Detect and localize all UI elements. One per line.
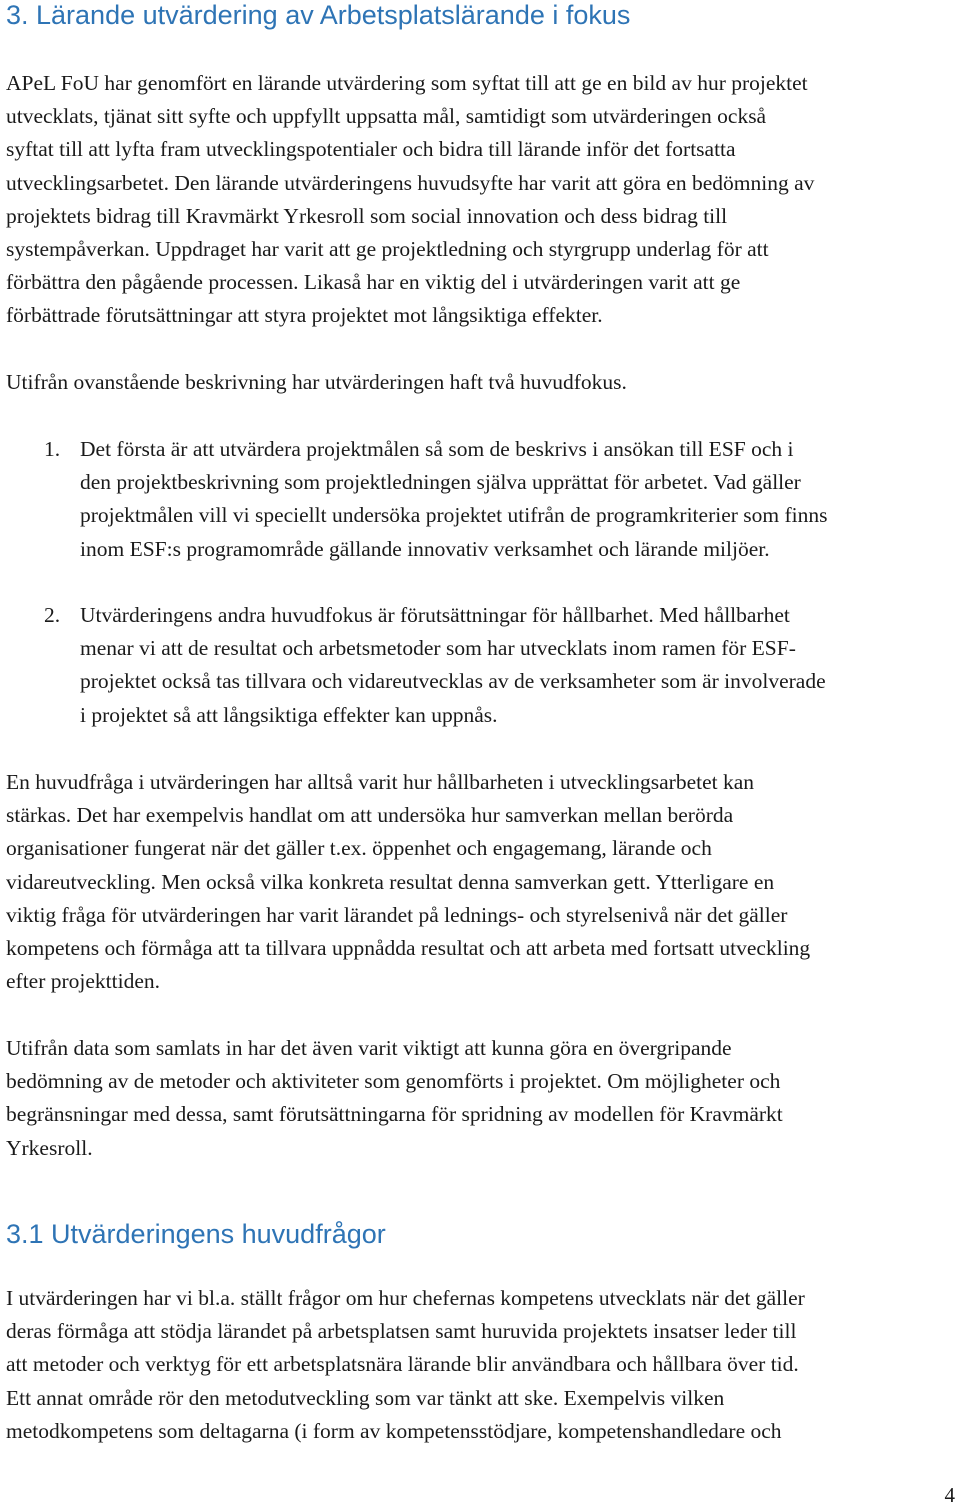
text-line: den projektbeskrivning som projektledningen själva upprättat för arbetet. Vad gäller <box>80 470 801 495</box>
text-line: Ett annat område rör den metodutveckling som var tänkt att ske. Exempelvis vilken <box>6 1385 725 1410</box>
text-line: syftat till att lyfta fram utvecklingspotentialer och bidra till lärande inför det fortsatta <box>6 137 736 162</box>
text-line: deras förmåga att stödja lärandet på arbetsplatsen samt huruvida projektets insatser leder till <box>6 1319 797 1344</box>
text-line: stärkas. Det har exempelvis handlat om att undersöka hur samverkan mellan berörda <box>6 803 734 828</box>
text-line: kompetens och förmåga att ta tillvara uppnådda resultat och att arbeta med fortsatt utveckling <box>6 936 811 961</box>
text-line: efter projekttiden. <box>6 969 161 994</box>
list-item-text <box>80 599 956 732</box>
text-line: Utvärderingens andra huvudfokus är förutsättningar för hållbarhet. Med hållbarhet <box>80 603 790 627</box>
text-line: förbättrade förutsättningar att styra projektet mot långsiktiga effekter. <box>6 303 603 328</box>
text-line: bedömning av de metoder och aktiviteter som genomförts i projektet. Om möjligheter och <box>6 1069 781 1094</box>
text-line: viktig fråga för utvärderingen har varit lärandet på lednings- och styrelsenivå när det gäller <box>6 902 788 927</box>
text-line: vidareutveckling. Men också vilka konkreta resultat denna samverkan gett. Ytterligare en <box>6 869 775 894</box>
text-line: menar vi att de resultat och arbetsmetoder som har utvecklats inom ramen för ESF- <box>80 636 796 661</box>
page-number: 4 <box>944 1483 955 1507</box>
text-line: att metoder och verktyg för ett arbetsplatsnära lärande blir användbara och hållbara över tid. <box>6 1352 799 1377</box>
text-line: En huvudfråga i utvärderingen har alltså varit hur hållbarheten i utvecklingsarbetet kan <box>6 770 755 794</box>
text-line: i projektet så att långsiktiga effekter kan uppnås. <box>80 702 498 727</box>
text-line: utvecklingsarbetet. Den lärande utvärderingens huvudsyfte har varit att göra en bedömning av <box>6 170 815 195</box>
questions-paragraph <box>6 1282 956 1448</box>
text-line: projektet också tas tillvara och vidareutvecklas av de verksamheter som är involverade <box>80 669 826 694</box>
text-line: inom ESF:s programområde gällande innovativ verksamhet och lärande miljöer. <box>80 536 770 561</box>
section-heading: 3. Lärande utvärdering av Arbetsplatslärande i fokus <box>6 0 631 30</box>
text-line: systempåverkan. Uppdraget har varit att ge projektledning och styrgrupp underlag för att <box>6 237 769 262</box>
text-line: projektmålen vill vi speciellt undersöka projektet utifrån de programkriterier som finns <box>80 503 828 528</box>
text-line: begränsningar med dessa, samt förutsättningarna för spridning av modellen för Kravmärkt <box>6 1102 783 1127</box>
focus-intro-paragraph <box>6 366 956 399</box>
text-line: Utifrån ovanstående beskrivning har utvärderingen haft två huvudfokus. <box>6 370 627 394</box>
text-line: projektets bidrag till Kravmärkt Yrkesroll som social innovation och dess bidrag till <box>6 203 728 228</box>
text-line: APeL FoU har genomfört en lärande utvärdering som syftat till att ge en bild av hur projektet <box>6 71 808 95</box>
text-line: Det första är att utvärdera projektmålen så som de beskrivs i ansökan till ESF och i <box>80 437 794 461</box>
text-line: I utvärderingen har vi bl.a. ställt frågor om hur chefernas kompetens utvecklats när det gäller <box>6 1286 805 1310</box>
text-line: organisationer fungerat när det gäller t.ex. öppenhet och engagemang, lärande och <box>6 836 712 861</box>
subsection-heading: 3.1 Utvärderingens huvudfrågor <box>6 1219 386 1249</box>
list-number: 1. <box>44 437 61 461</box>
list-number: 2. <box>44 603 61 627</box>
intro-paragraph <box>6 67 956 333</box>
text-line: utvecklats, tjänat sitt syfte och uppfyllt uppsatta mål, samtidigt som utvärderingen också <box>6 104 767 129</box>
text-line: förbättra den pågående processen. Likaså har en viktig del i utvärderingen varit att ge <box>6 270 741 295</box>
text-line: metodkompetens som deltagarna (i form av kompetensstödjare, kompetenshandledare och <box>6 1418 782 1443</box>
text-line: Utifrån data som samlats in har det även varit viktigt att kunna göra en övergripande <box>6 1036 732 1060</box>
text-line: Yrkesroll. <box>6 1135 93 1160</box>
data-paragraph <box>6 1032 956 1165</box>
list-item-text <box>80 433 956 566</box>
main-question-paragraph <box>6 766 956 998</box>
